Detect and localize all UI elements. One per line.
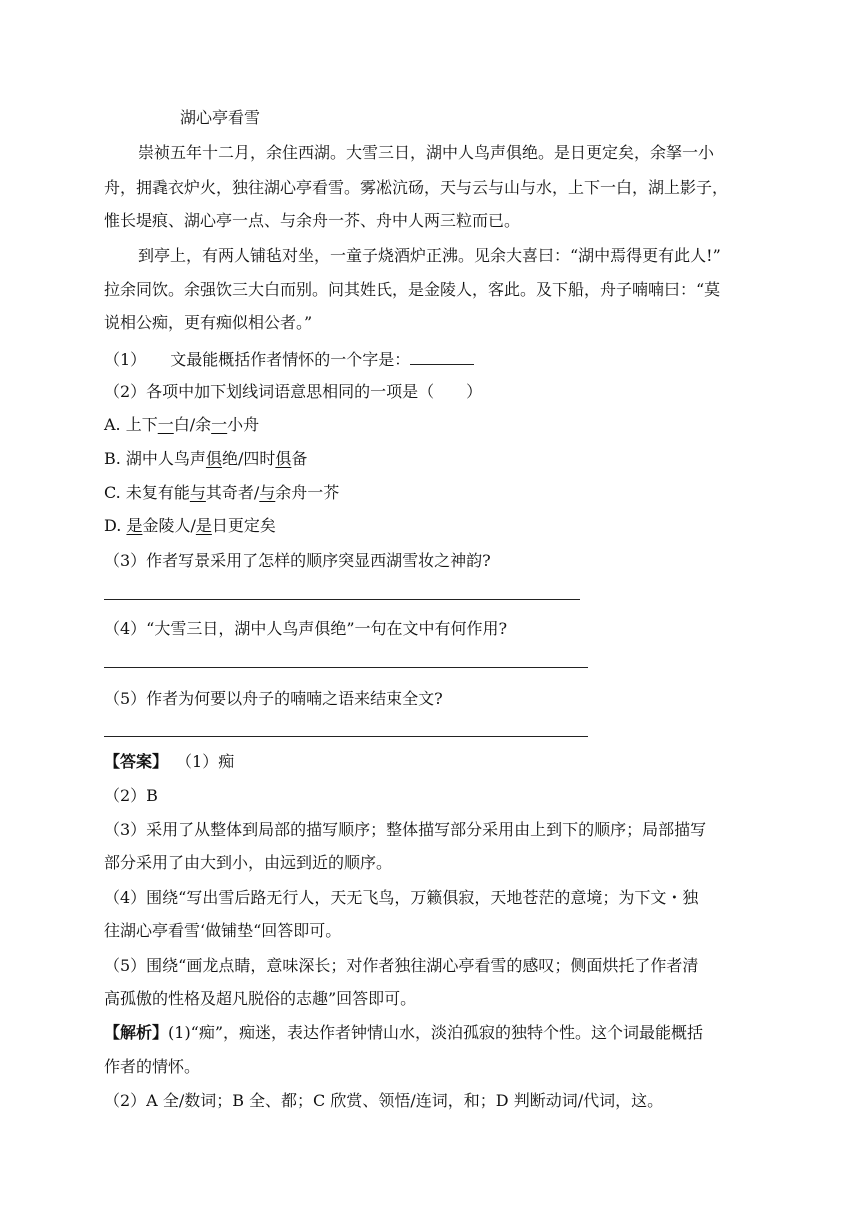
question-5: （5）作者为何要以舟子的喃喃之语来结束全文? [104, 689, 443, 708]
passage-line: 舟，拥毳衣炉火，独往湖心亭看雪。雾凇沆砀，天与云与山与水，上下一白，湖上影子， [104, 178, 729, 197]
passage-line: 惟长堤痕、湖心亭一点、与余舟一芥、舟中人两三粒而已。 [104, 211, 521, 230]
answer-5: （5）围绕“画龙点睛，意味深长；对作者独往湖心亭看雪的感叹；侧面烘托了作者清 [104, 956, 699, 975]
underlined-word: 俱 [205, 449, 222, 468]
option-text: C. 未复有能 [104, 483, 190, 502]
analysis-label: 【解析】 [104, 1023, 169, 1042]
underlined-word: 与 [189, 483, 206, 502]
answer-line [104, 599, 580, 600]
answer-2: （2）B [104, 786, 158, 805]
option-text: 备 [291, 449, 308, 468]
analysis-section [104, 1023, 703, 1043]
answer-4: （4）围绕“写出雪后路无行人，天无飞鸟，万籁俱寂，天地苍茫的意境；为下文・独 [104, 888, 699, 907]
passage-title: 湖心亭看雪 [180, 108, 261, 127]
option-text: 金陵人/ [142, 516, 196, 535]
underlined-word: 是 [126, 516, 143, 535]
option-text: 白/余 [173, 415, 212, 434]
passage-line: 拉余同饮。余强饮三大白而别。问其姓氏，是金陵人，客此。及下船，舟子喃喃曰：“莫 [104, 280, 721, 299]
passage-line: 说相公痴，更有痴似相公者。” [104, 313, 313, 332]
option-text: 小舟 [227, 415, 260, 434]
answer-5-cont: 高孤傲的性格及超凡脱俗的志趣”回答即可。 [104, 989, 417, 1008]
option-text: D. [104, 516, 127, 535]
option-d [104, 516, 276, 536]
question-4: （4）“大雪三日，湖中人鸟声俱绝”一句在文中有何作用? [104, 619, 508, 638]
underlined-word: 俱 [275, 449, 292, 468]
underlined-word: 是 [195, 516, 212, 535]
answer-line [104, 667, 588, 668]
option-text: 其奇者/ [205, 483, 260, 502]
answer-4-cont: 往湖心亭看雪‘做铺垫“回答即可。 [104, 921, 342, 940]
option-text: 绝/四时 [221, 449, 276, 468]
option-text: A. 上下 [104, 415, 158, 434]
underlined-word: 与 [259, 483, 276, 502]
answer-3: （3）采用了从整体到局部的描写顺序；整体描写部分采用由上到下的顺序；局部描写 [104, 820, 707, 839]
passage-line: 到亭上，有两人铺毡对坐，一童子烧酒炉正沸。见余大喜曰：“湖中焉得更有此人!” [138, 246, 721, 265]
question-1-number: （1） [104, 350, 147, 369]
question-1-text: 文最能概括作者情怀的一个字是： [170, 350, 411, 369]
answer-label: 【答案】 [104, 752, 169, 771]
answer-blank [410, 349, 474, 365]
underlined-word: 一 [211, 415, 228, 434]
analysis-1: (1)“痴”，痴迷，表达作者钟情山水，淡泊孤寂的独特个性。这个词最能概括 [168, 1023, 704, 1042]
answer-1: （1）痴 [176, 752, 235, 771]
answer-section [104, 752, 234, 772]
option-c [104, 483, 339, 503]
question-2: （2）各项中加下划线词语意思相同的一项是（ ） [104, 382, 483, 401]
option-a [104, 415, 259, 435]
option-text: 余舟一芥 [275, 483, 340, 502]
answer-line [104, 736, 588, 737]
option-text: 日更定矣 [211, 516, 276, 535]
answer-3-cont: 部分采用了由大到小，由远到近的顺序。 [104, 853, 393, 872]
analysis-1-cont: 作者的情怀。 [104, 1057, 201, 1076]
option-text: B. 湖中人鸟声 [104, 449, 206, 468]
underlined-word: 一 [157, 415, 174, 434]
analysis-2: （2）A 全/数词；B 全、都；C 欣赏、领悟/连词，和；D 判断动词/代词，这。 [104, 1091, 664, 1110]
question-3: （3）作者写景采用了怎样的顺序突显西湖雪妆之神韵? [104, 551, 491, 570]
question-1 [104, 349, 474, 370]
passage-line: 崇祯五年十二月，余住西湖。大雪三日，湖中人鸟声俱绝。是日更定矣，余拏一小 [138, 143, 715, 162]
option-b [104, 449, 307, 469]
